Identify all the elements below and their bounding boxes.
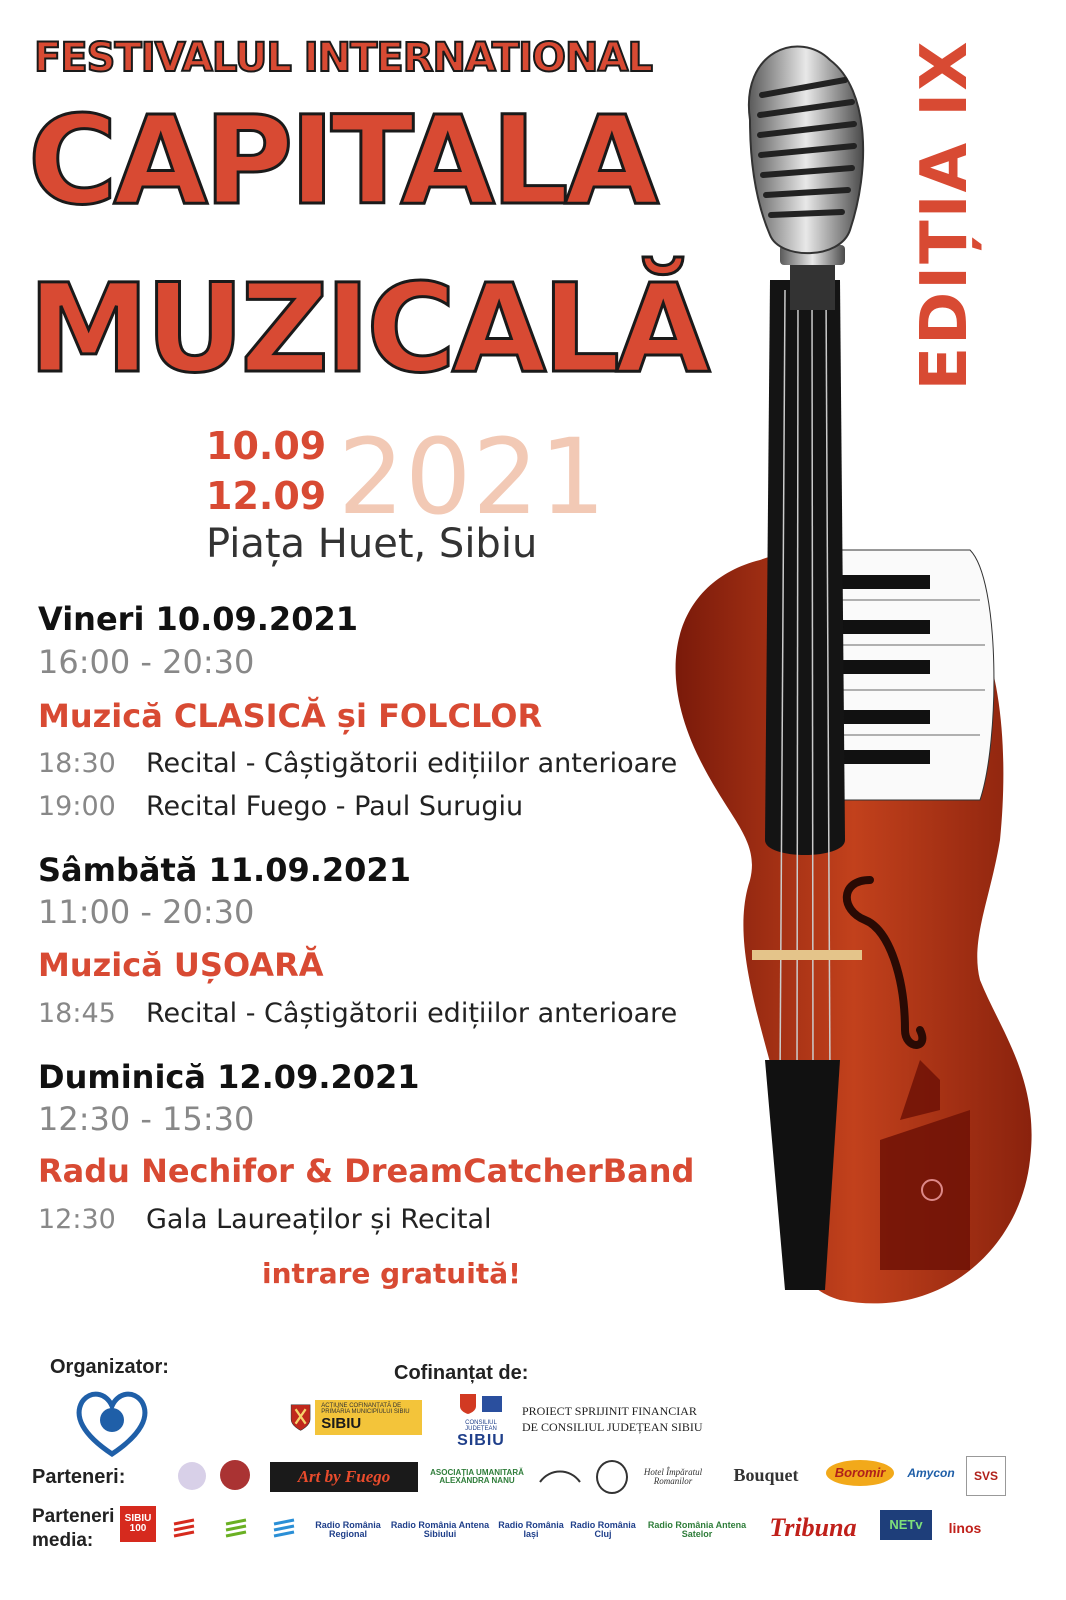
- day-1-hours: 16:00 - 20:30: [38, 643, 255, 681]
- partner-round-logo: [596, 1460, 628, 1494]
- violin-neck: [765, 280, 845, 855]
- media-sibiu100-logo: SIBIU 100: [120, 1506, 156, 1542]
- day-2-hours: 11:00 - 20:30: [38, 893, 255, 931]
- cofunder-cj-logo: CONSILIUL JUDEȚEAN SIBIU: [450, 1392, 512, 1452]
- day-2-genre: Muzică UȘOARĂ: [38, 946, 324, 984]
- partners-label: Parteneri:: [32, 1466, 126, 1488]
- media-rr-regional-logo: Radio România Regional: [315, 1519, 381, 1539]
- media-eveniment-tv-icon: [224, 1516, 248, 1540]
- violin-bridge: [752, 950, 862, 960]
- day-3-genre: Radu Nechifor & DreamCatcherBand: [38, 1152, 695, 1190]
- event-location: Piața Huet, Sibiu: [206, 521, 538, 567]
- festival-subtitle: FESTIVALUL INTERNATIONAL: [34, 35, 652, 81]
- microphone-icon: [749, 47, 863, 311]
- partner-crest-icon: [178, 1462, 206, 1490]
- heart-logo-icon: [72, 1386, 152, 1458]
- piano-keys-icon: [840, 550, 994, 800]
- partner-liga-logo: [220, 1460, 250, 1490]
- day-2-slot-1-time: 18:45: [38, 998, 116, 1029]
- partner-amycon-logo: Amycon: [907, 1465, 955, 1480]
- day-2-date: Sâmbătă 11.09.2021: [38, 851, 411, 889]
- cofunder-primaria-logo: ACȚIUNE COFINANȚATĂ DE PRIMĂRIA MUNICIPIULUI SIBIU SIBIU: [290, 1388, 422, 1446]
- title-line-2: MUZICALĂ: [28, 258, 707, 400]
- day-1-date: Vineri 10.09.2021: [38, 600, 358, 638]
- cofunded-label: Cofinanțat de:: [394, 1362, 529, 1384]
- media-eveniment-regional-icon: [272, 1516, 296, 1540]
- cj-sponsor-note: PROIECT SPRIJINIT FINANCIAR DE CONSILIUL JUDEȚEAN SIBIU: [522, 1404, 703, 1434]
- media-rr-iasi-logo: Radio România Iași: [498, 1519, 564, 1539]
- media-partners-label-2: media:: [32, 1530, 94, 1551]
- event-year: 2021: [338, 416, 607, 538]
- day-2-slot-1-name: Recital - Câștigătorii edițiilor anterioare: [146, 998, 678, 1029]
- end-date: 12.09: [206, 474, 327, 518]
- day-1-slot-2-name: Recital Fuego - Paul Surugiu: [146, 791, 524, 822]
- partner-hotel-logo: Hotel Împăratul Romanilor: [643, 1466, 703, 1486]
- media-rr-antena-satelor-logo: Radio România Antena Satelor: [647, 1519, 747, 1539]
- day-3-hours: 12:30 - 15:30: [38, 1100, 255, 1138]
- partner-art-by-fuego-logo: Art by Fuego: [270, 1462, 418, 1492]
- organizer-label: Organizator:: [50, 1356, 169, 1378]
- coat-of-arms-icon: [290, 1391, 311, 1443]
- start-date: 10.09: [206, 424, 327, 468]
- title-line-1: CAPITALA: [28, 90, 656, 232]
- media-partners-label-1: Parteneri: [32, 1506, 115, 1527]
- day-1-slot-2-time: 19:00: [38, 791, 116, 822]
- organizer-logo: [72, 1386, 152, 1458]
- partner-alexandra-nanu-logo: ASOCIAȚIA UMANITARĂ ALEXANDRA NANU: [430, 1467, 524, 1485]
- media-tribuna-logo: Tribuna: [769, 1513, 857, 1543]
- media-rr-cluj-logo: Radio România Cluj: [570, 1519, 636, 1539]
- partner-svs-logo: SVS: [966, 1456, 1006, 1496]
- media-netv-logo: NETv: [880, 1510, 932, 1540]
- partner-bouquet-logo: Bouquet: [733, 1464, 799, 1485]
- media-linos-logo: linos: [948, 1519, 982, 1536]
- media-eveniment-icon: [172, 1516, 196, 1540]
- microphone-violin-illustration: [640, 20, 1050, 1320]
- crest-icon: [456, 1392, 506, 1416]
- partner-filarmonica-logo: [536, 1464, 584, 1488]
- day-1-slot-1-name: Recital - Câștigătorii edițiilor anterioare: [146, 748, 678, 779]
- day-3-slot-1-name: Gala Laureaților și Recital: [146, 1204, 492, 1235]
- free-entry-note: intrare gratuită!: [262, 1257, 521, 1290]
- day-3-slot-1-time: 12:30: [38, 1204, 116, 1235]
- day-1-genre: Muzică CLASICĂ și FOLCLOR: [38, 697, 543, 735]
- day-3-date: Duminică 12.09.2021: [38, 1058, 420, 1096]
- day-1-slot-1-time: 18:30: [38, 748, 116, 779]
- partner-boromir-logo: Boromir: [826, 1460, 894, 1486]
- media-rr-antena-sibiului-logo: Radio România Antena Sibiului: [390, 1519, 490, 1539]
- music-note-icon: [536, 1464, 584, 1488]
- edition-badge: EDIȚIA IX: [908, 39, 982, 391]
